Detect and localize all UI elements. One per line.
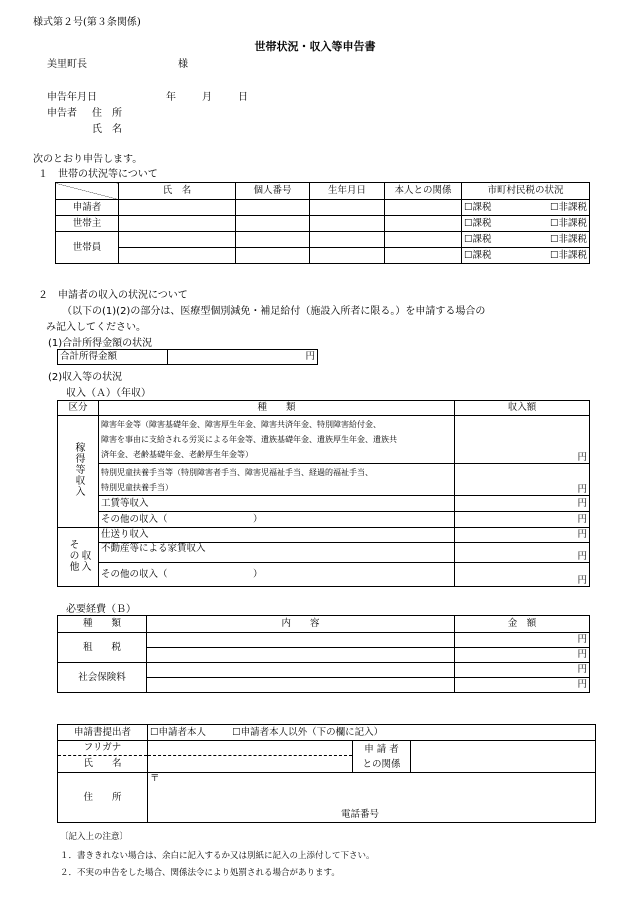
note-item: ２．不実の申告をした場合、関係法令により処罰される場合があります。 (60, 868, 340, 878)
pension-item: 障害年金等（障害基礎年金、障害厚生年金、障害共済年金、特別障害給付金、 障害を事由に支給される労災による年金等、遺族基礎年金、遺族厚生年金、遺族共 済年金、老齢基礎年金、老齢厚生年金等） (99, 416, 455, 464)
section2-note-line2: み記入してください。 (46, 322, 146, 333)
furigana-label: フリガナ (58, 741, 148, 756)
member-name-cell[interactable] (119, 232, 236, 248)
income-col-category: 区分 (58, 401, 99, 416)
submitter-address-field[interactable] (148, 773, 596, 823)
taxed-checkbox[interactable]: ☐課税 (462, 248, 526, 264)
tax-amount-2[interactable]: 円 (455, 648, 590, 663)
applicant-relation-cell[interactable] (385, 200, 462, 216)
relation-label: 申 請 者 との関係 (353, 741, 411, 773)
nontaxed-checkbox[interactable]: ☐非課税 (526, 216, 590, 232)
intro-text: 次のとおり申告します。 (33, 154, 143, 165)
col-birthdate: 生年月日 (310, 183, 385, 200)
tax-row: 租 税 (58, 633, 147, 663)
submitter-address-label: 住 所 (58, 773, 148, 823)
householder-birth-cell[interactable] (310, 216, 385, 232)
col-personal-number: 個人番号 (236, 183, 310, 200)
declarant-name-label: 氏 名 (92, 124, 122, 135)
nontaxed-checkbox[interactable]: ☐非課税 (526, 200, 590, 216)
row-applicant: 申請者 (56, 200, 119, 216)
wage-item: 工賃等収入 (99, 496, 455, 512)
col-name: 氏 名 (119, 183, 236, 200)
submitter-options (148, 725, 596, 741)
declarant-label: 申告者 (47, 108, 77, 119)
earned-other-amount[interactable]: 円 (455, 512, 590, 528)
earned-income-category: 稼得等収入 (73, 442, 84, 498)
sub1-title: (1)合計所得金額の状況 (48, 338, 153, 349)
remittance-amount[interactable]: 円 (455, 528, 590, 543)
sub2-title: (2)収入等の状況 (48, 372, 123, 383)
nontaxed-checkbox[interactable]: ☐非課税 (526, 232, 590, 248)
declarant-address-label: 住 所 (92, 108, 122, 119)
form-number: 様式第２号(第３条関係) (33, 17, 141, 28)
total-income-table (57, 349, 318, 365)
expense-col-type: 種 類 (58, 616, 147, 633)
submitter-other-checkbox[interactable]: ☐申請者本人以外（下の欄に記入） (232, 726, 384, 738)
diagonal-cell (56, 183, 119, 200)
other-income-category-line2: 収入 (79, 549, 90, 572)
householder-name-cell[interactable] (119, 216, 236, 232)
submitter-self-checkbox[interactable]: ☐申請者本人 (150, 726, 207, 738)
taxed-checkbox[interactable]: ☐課税 (462, 200, 526, 216)
section2-title: ２ 申請者の収入の状況について (38, 290, 188, 301)
date-label: 申告年月日 (47, 92, 97, 103)
applicant-birth-cell[interactable] (310, 200, 385, 216)
applicant-name-cell[interactable] (119, 200, 236, 216)
other-income-category-line1: その他 (67, 538, 78, 572)
insurance-content-1[interactable] (147, 663, 455, 678)
phone-label: 電話番号 (341, 808, 380, 820)
nontaxed-checkbox[interactable]: ☐非課税 (526, 248, 590, 264)
income-col-type: 種 類 (99, 401, 455, 416)
insurance-amount-1[interactable]: 円 (455, 663, 590, 678)
member-number-cell[interactable] (236, 248, 310, 264)
total-income-value[interactable]: 円 (168, 350, 318, 365)
insurance-content-2[interactable] (147, 678, 455, 693)
other-other-amount[interactable]: 円 (455, 563, 590, 587)
wage-amount[interactable]: 円 (455, 496, 590, 512)
tax-content-2[interactable] (147, 648, 455, 663)
remittance-item: 仕送り収入 (99, 528, 455, 543)
tax-content-1[interactable] (147, 633, 455, 648)
tax-amount-1[interactable]: 円 (455, 633, 590, 648)
member-birth-cell[interactable] (310, 248, 385, 264)
child-allowance-item: 特別児童扶養手当等（特別障害者手当、障害児福祉手当、経過的福祉手当、 特別児童扶養手当） (99, 464, 455, 496)
applicant-number-cell[interactable] (236, 200, 310, 216)
section2-note-line1: （以下の(1)(2)の部分は、医療型個別減免・補足給付（施設入所者に限る。）を申請する場合の (62, 306, 486, 317)
row-member: 世帯員 (56, 232, 119, 264)
page-title: 世帯状況・収入等申告書 (254, 40, 376, 53)
member-name-cell[interactable] (119, 248, 236, 264)
col-tax-status: 市町村民税の状況 (462, 183, 590, 200)
income-col-amount: 収入額 (455, 401, 590, 416)
taxed-checkbox[interactable]: ☐課税 (462, 232, 526, 248)
month-label: 月 (202, 92, 212, 103)
householder-relation-cell[interactable] (385, 216, 462, 232)
submitter-name-field[interactable] (148, 756, 353, 773)
householder-number-cell[interactable] (236, 216, 310, 232)
insurance-amount-2[interactable]: 円 (455, 678, 590, 693)
year-label: 年 (166, 92, 176, 103)
submitter-table (57, 724, 596, 823)
taxed-checkbox[interactable]: ☐課税 (462, 216, 526, 232)
expense-col-content: 内 容 (147, 616, 455, 633)
child-allowance-amount[interactable]: 円 (455, 464, 590, 496)
postal-mark: 〒 (150, 773, 160, 784)
submitter-name-label: 氏 名 (58, 756, 148, 773)
member-birth-cell[interactable] (310, 232, 385, 248)
total-income-label: 合計所得金額 (58, 350, 168, 365)
expense-title: 必要経費（Ｂ） (66, 604, 136, 615)
section1-title: １ 世帯の状況等について (38, 169, 158, 180)
member-relation-cell[interactable] (385, 248, 462, 264)
relation-field[interactable] (411, 741, 596, 773)
pension-amount[interactable]: 円 (455, 416, 590, 464)
col-relation: 本人との関係 (385, 183, 462, 200)
earned-other-item: その他の収入（ ） (99, 512, 455, 528)
expense-table (57, 615, 590, 693)
household-table (55, 182, 590, 264)
notes-title: 〔記入上の注意〕 (60, 832, 129, 842)
note-item: １．書ききれない場合は、余白に記入するか又は別紙に記入の上添付して下さい。 (60, 851, 375, 861)
submitter-label: 申請書提出者 (58, 725, 148, 741)
other-other-item: その他の収入（ ） (99, 563, 455, 587)
honorific: 様 (178, 59, 188, 70)
furigana-field[interactable] (148, 741, 353, 756)
member-number-cell[interactable] (236, 232, 310, 248)
member-relation-cell[interactable] (385, 232, 462, 248)
income-table (57, 400, 590, 587)
addressee: 美里町長 (47, 59, 87, 70)
rent-item: 不動産等による家賃収入 (99, 543, 455, 563)
social-insurance-row: 社会保険料 (58, 663, 147, 693)
day-label: 日 (238, 92, 248, 103)
rent-amount[interactable]: 円 (455, 543, 590, 563)
expense-col-amount: 金 額 (455, 616, 590, 633)
row-householder: 世帯主 (56, 216, 119, 232)
income-title: 収入（Ａ）（年収） (66, 388, 151, 399)
